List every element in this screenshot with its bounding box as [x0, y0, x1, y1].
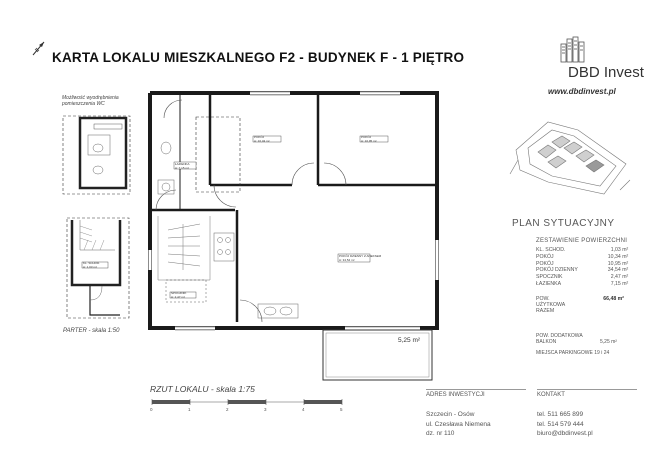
room-label-pokoj-2: POKÓJ A: 10,95 m²: [361, 135, 377, 143]
address-line: Szczecin - Osów: [426, 411, 475, 418]
row-name: POKÓJ: [536, 253, 554, 260]
room-label-living: POKÓJ DZIENNY Z ANEKSEM A: 34,54 m²: [339, 254, 382, 262]
scale-tick-3: 3: [264, 407, 267, 412]
address-heading: ADRES INWESTYCJI: [426, 392, 485, 398]
row-value: 10,95 m²: [607, 260, 629, 267]
scale-tick-0: 0: [150, 407, 153, 412]
room-label-pokoj-1: POKÓJ A: 10,34 m²: [254, 135, 270, 143]
brand-website[interactable]: www.dbdinvest.pl: [548, 87, 616, 96]
balcony-area-label: 5,25 m²: [398, 337, 421, 344]
floor-plan-scale-label: RZUT LOKALU - skala 1:75: [150, 384, 255, 394]
balcony-label: BALKON: [536, 339, 557, 345]
row-value: 7,15 m²: [610, 280, 629, 287]
situation-plan-title: PLAN SYTUACYJNY: [512, 218, 615, 229]
row-value: 2,47 m²: [610, 274, 629, 281]
summary-heading: ZESTAWIENIE POWIERZCHNI: [536, 238, 628, 244]
row-value: 1,03 m²: [610, 247, 629, 253]
ground-floor-scale-label: PARTER - skala 1:50: [63, 328, 120, 334]
balcony-value: 5,25 m²: [600, 339, 617, 345]
scale-tick-4: 4: [302, 407, 305, 412]
brand-name: DBD Invest: [568, 64, 644, 81]
contact-phone-2[interactable]: tel. 514 579 444: [537, 420, 584, 428]
row-name: KL. SCHOD.: [536, 247, 566, 253]
contact-phone-1[interactable]: tel. 511 665 899: [537, 411, 584, 418]
scale-tick-2: 2: [226, 407, 229, 412]
parking-info: MIEJSCA PARKINGOWE 19 i 24: [536, 350, 610, 356]
usable-area-value: 66,48 m²: [603, 296, 624, 302]
scale-tick-5: 5: [340, 407, 343, 412]
row-name: SPOCZNIK: [536, 274, 563, 281]
contact-email[interactable]: biuro@dbdinvest.pl: [537, 430, 593, 437]
additional-area-heading: POW. DODATKOWA: [536, 333, 583, 339]
wc-note: Możliwość wyodrębnienia pomieszczenia WC: [62, 95, 119, 107]
scale-tick-1: 1: [188, 407, 191, 412]
address-line: ul. Czesława Niemena: [426, 420, 491, 428]
row-value: 34,54 m²: [607, 267, 629, 274]
room-label-landing: SPOCZNIK A: 2,47 m²: [171, 291, 187, 299]
row-value: 10,34 m²: [607, 253, 629, 260]
page-title: KARTA LOKALU MIESZKALNEGO F2 - BUDYNEK F - 1 PIĘTRO: [52, 50, 465, 65]
row-name: ŁAZIENKA: [536, 280, 562, 287]
row-name: POKÓJ: [536, 260, 554, 267]
room-label-bathroom: ŁAZIENKA A: 7,15 m²: [175, 162, 190, 170]
room-label-stairwell: KL. SCHOD. A: 1,03 m²: [83, 261, 101, 269]
contact-heading: KONTAKT: [537, 392, 565, 398]
address-line: dz. nr 110: [426, 430, 455, 437]
row-name: POKÓJ DZIENNY: [536, 267, 578, 274]
usable-area-label: POW. UŻYTKOWA RAZEM: [536, 296, 565, 314]
